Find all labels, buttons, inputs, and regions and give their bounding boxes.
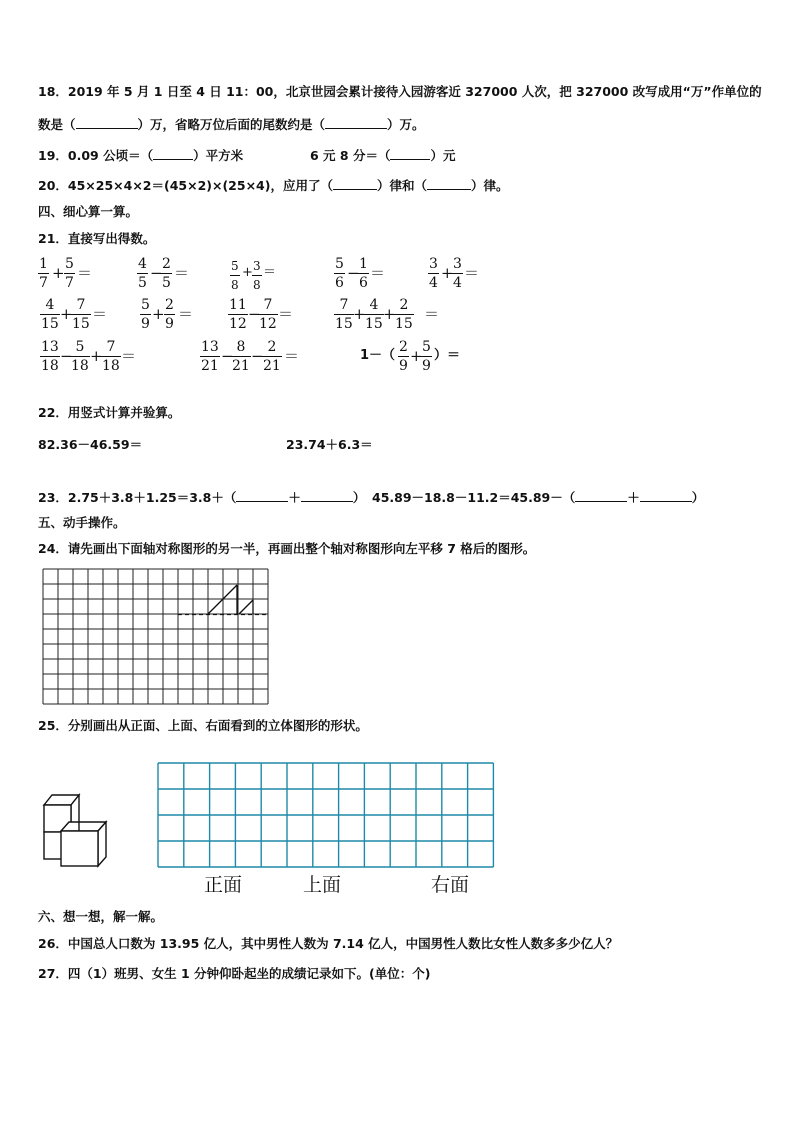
- section-6-heading: 六、想一想，解一解。: [38, 909, 164, 924]
- q19-part-a: 19．0.09 公顷＝（ ）平方米: [38, 148, 244, 163]
- q19-part-b: 6 元 8 分＝（ ）元: [310, 148, 456, 163]
- q20: 20．45×25×4×2＝(45×2)×(25×4)，应用了（ ）律和（ ）律。: [38, 178, 509, 193]
- q23-part-a: 23．2.75＋3.8＋1.25＝3.8＋（ ＋ ）: [38, 490, 366, 505]
- q25-label-right: 右面: [431, 874, 470, 896]
- q22-title: 22．用竖式计算并验算。: [38, 405, 181, 420]
- q22-problem-a: 82.36－46.59＝: [38, 437, 143, 452]
- q24-title: 24．请先画出下面轴对称图形的另一半，再画出整个轴对称图形向左平移 7 格后的图形。: [38, 541, 536, 556]
- section-5-heading: 五、动手操作。: [38, 515, 126, 530]
- q18-line1: 18．2019 年 5 月 1 日至 4 日 11：00，北京世园会累计接待入园游客近 327000 人次，把 327000 改写成用“万”作单位的: [38, 84, 762, 99]
- q25-label-top: 上面: [303, 874, 342, 896]
- q25-label-front: 正面: [204, 874, 243, 896]
- q22-problem-b: 23.74＋6.3＝: [286, 437, 373, 452]
- q25-cube-stack: [44, 795, 106, 866]
- q21-title: 21．直接写出得数。: [38, 231, 156, 246]
- q27: 27．四（1）班男、女生 1 分钟仰卧起坐的成绩记录如下。(单位：个): [38, 966, 431, 981]
- q18-line2: 数是（ ）万，省略万位后面的尾数约是（ ）万。: [38, 117, 425, 132]
- q26: 26．中国总人口数为 13.95 亿人，其中男性人数为 7.14 亿人，中国男性人数比女性人数多多少亿人？: [38, 936, 619, 951]
- q25-title: 25．分别画出从正面、上面、右面看到的立体图形的形状。: [38, 718, 368, 733]
- section-4-heading: 四、细心算一算。: [38, 204, 139, 219]
- q23-part-b: 45.89－18.8－11.2＝45.89－（ ＋ ）: [372, 490, 705, 505]
- q25-grid: [158, 763, 493, 867]
